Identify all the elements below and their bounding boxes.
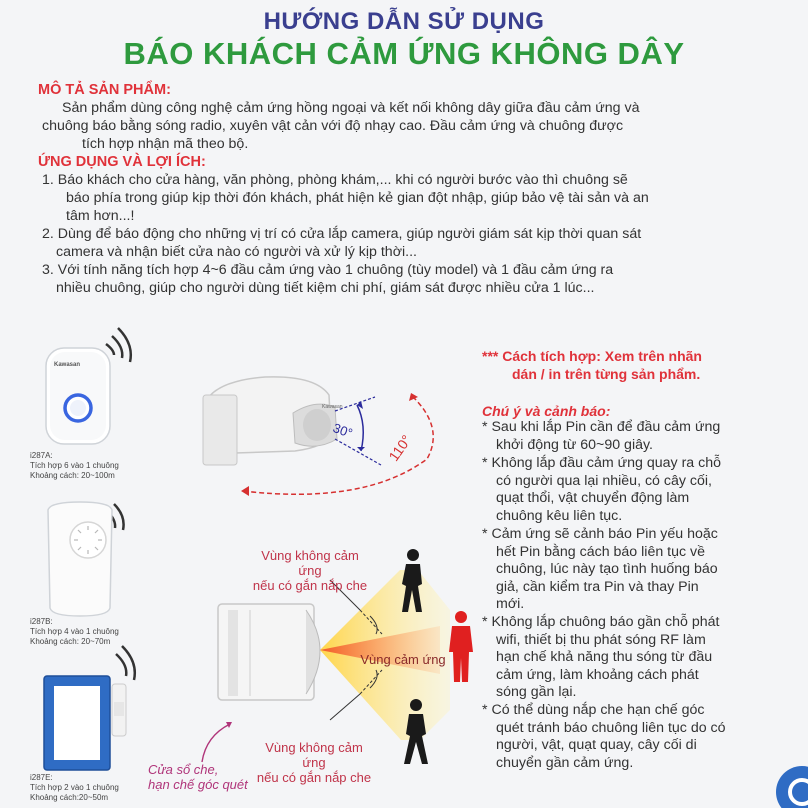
warning-item <box>482 419 782 454</box>
warning-item <box>482 526 782 614</box>
application-line: tâm hơn...! <box>66 207 135 224</box>
zone-line: Vùng không cảm ứng <box>261 548 359 578</box>
sensor-brand-label: Kawasan <box>322 404 343 410</box>
application-line: nhiều chuông, giúp cho người dùng tiết kiệm chi phí, giám sát được nhiều cửa 1 lúc... <box>56 279 595 296</box>
warning-line: hạn chế khả năng thu sóng từ đầu <box>496 649 713 666</box>
walking-person-icon <box>396 548 430 614</box>
spec-label: Khoảng cách: 20~100m <box>30 471 115 480</box>
zone-line: nếu có gắn nắp che <box>252 578 368 593</box>
spec-label: Khoảng cách:20~50m <box>30 793 109 802</box>
angle-110-label: 110° <box>385 431 415 465</box>
integration-line: *** Cách tích hợp: Xem trên nhãn <box>482 348 702 364</box>
detection-zone-label: Vùng cảm ứng <box>360 652 446 667</box>
warning-line: chuyển gần cảm ứng. <box>496 754 634 771</box>
zone-line: Cửa sổ che, <box>148 762 219 777</box>
warning-line: wifi, thiết bị thu phát sóng RF làm <box>496 631 706 648</box>
warning-line: mới. <box>496 596 525 613</box>
application-item <box>42 172 772 225</box>
application-line: báo phía trong giúp kịp thời đón khách, phát hiện kẻ gian đột nhập, giúp bảo vệ tài sản và an <box>66 189 649 206</box>
warning-item <box>482 614 782 702</box>
warning-line: * Có thể dùng nắp che hạn chế góc <box>482 702 705 718</box>
warning-line: hết Pin bằng cách báo liên tục về <box>496 543 706 560</box>
brand-label: Kawasan <box>54 362 81 368</box>
page-title: HƯỚNG DẪN SỬ DỤNG <box>263 8 545 35</box>
warnings-heading: Chú ý và cảnh báo: <box>482 403 611 419</box>
window-cover-arrow-icon <box>196 716 240 768</box>
warning-line: giả, cần kiểm tra Pin và thay Pin <box>496 578 699 595</box>
zone-line: Vùng không cảm ứng <box>265 740 363 770</box>
application-line: camera và nhận biết cửa nào có người và xử lý kịp thời... <box>56 243 417 260</box>
doorbell-i287e-image <box>30 640 140 772</box>
application-item <box>42 262 772 298</box>
warning-line: sóng gần lại. <box>496 684 577 701</box>
model-label: i287E: <box>30 773 53 782</box>
integration-line: dán / in trên từng sản phẩm. <box>512 366 701 382</box>
application-line: 1. Báo khách cho cửa hàng, văn phòng, phòng khám,... khi có người bước vào thì chuông sẽ <box>42 172 628 188</box>
doorbell-i287a-image <box>30 322 140 450</box>
warning-line: người, vật, quạt quay, cây cối di <box>496 737 697 754</box>
product-caption <box>30 451 119 481</box>
applications-heading: ỨNG DỤNG VÀ LỢI ÍCH: <box>38 154 206 170</box>
model-label: i287B: <box>30 617 53 626</box>
spec-label: Tích hợp 4 vào 1 chuông <box>30 627 119 636</box>
warning-line: * Sau khi lắp Pin cần để đầu cảm ứng <box>482 419 721 435</box>
warning-item <box>482 455 782 525</box>
spec-label: Tích hợp 2 vào 1 chuông <box>30 783 119 792</box>
spec-label: Khoảng cách: 20~70m <box>30 637 111 646</box>
model-label: i287A: <box>30 451 53 460</box>
warning-line: cảm ứng, làm khoảng cách phát <box>496 666 699 683</box>
warning-line: quạt thổi, vật chuyển động làm <box>496 490 690 507</box>
angle-30-label: 30° <box>331 420 355 441</box>
zone-line: hạn chế góc quét <box>148 777 248 792</box>
no-detection-zone-bottom-label <box>254 740 374 785</box>
application-item <box>42 226 772 262</box>
warning-line: * Không lắp đầu cảm ứng quay ra chỗ <box>482 455 722 471</box>
corner-badge-icon <box>772 762 808 808</box>
application-line: 3. Với tính năng tích hợp 4~6 đầu cảm ứng vào 1 chuông (tùy model) và 1 đầu cảm ứng ra <box>42 262 614 278</box>
integration-note <box>482 347 782 383</box>
warning-line: * Không lắp chuông báo gần chỗ phát <box>482 614 720 630</box>
product-caption <box>30 773 119 803</box>
description-text <box>42 100 762 136</box>
no-detection-zone-top-label <box>250 548 370 593</box>
detected-person-icon <box>446 610 476 684</box>
description-line: chuông báo bằng sóng radio, xuyên vật cản với độ nhạy cao. Đầu cảm ứng và chuông được <box>42 117 624 134</box>
description-line: Sản phẩm dùng công nghệ cảm ứng hồng ngoại và kết nối không dây giữa đầu cảm ứng và <box>62 100 640 116</box>
motion-sensor-image <box>195 355 465 505</box>
walking-person-icon <box>398 698 434 766</box>
warning-line: chuông kêu liên tục. <box>496 507 623 524</box>
warning-line: có người qua lại nhiều, có cây cối, <box>496 472 712 489</box>
warning-line: chuông, lúc này tạo tình huống báo <box>496 561 718 578</box>
description-line: tích hợp nhận mã theo bộ. <box>82 136 249 152</box>
doorbell-i287b-image <box>30 490 140 618</box>
product-title: BÁO KHÁCH CẢM ỨNG KHÔNG DÂY <box>123 36 685 71</box>
warning-line: quét tránh báo chuông liên tục do có <box>496 719 726 736</box>
warning-line: * Cảm ứng sẽ cảnh báo Pin yếu hoặc <box>482 526 718 542</box>
description-heading: MÔ TẢ SẢN PHẨM: <box>38 82 171 98</box>
spec-label: Tích hợp 6 vào 1 chuông <box>30 461 119 470</box>
warning-item <box>482 702 782 772</box>
warning-line: khởi động từ 60~90 giây. <box>496 436 653 453</box>
zone-line: nếu có gắn nắp che <box>256 770 372 785</box>
application-line: 2. Dùng để báo động cho những vị trí có cửa lắp camera, giúp người giám sát kịp thời quan sát <box>42 226 642 242</box>
